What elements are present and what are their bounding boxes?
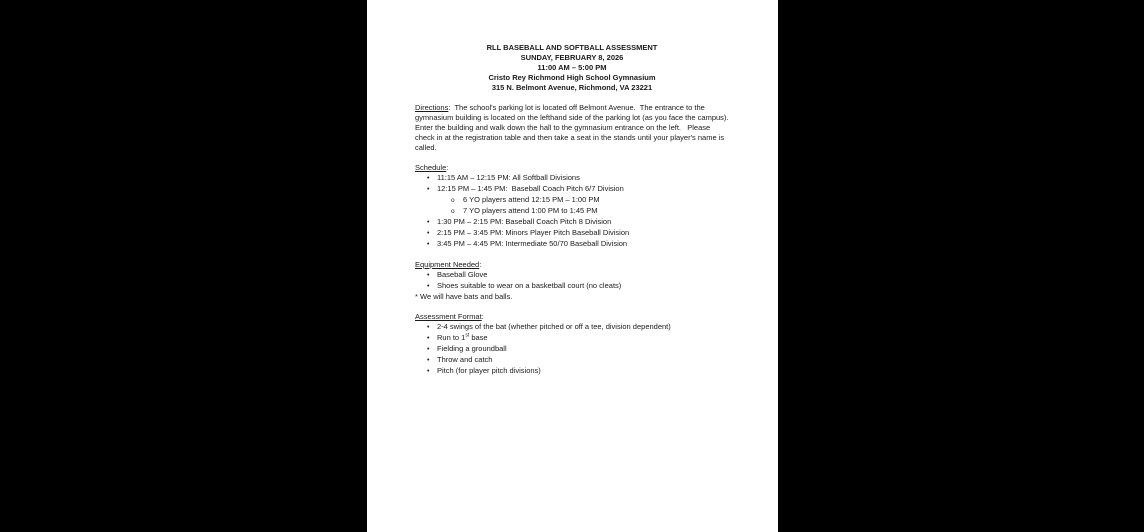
bullet-icon: • bbox=[427, 241, 430, 248]
directions-heading: Directions bbox=[415, 103, 449, 112]
schedule-subitem bbox=[415, 206, 729, 217]
document-content bbox=[367, 0, 778, 377]
schedule-subitem bbox=[415, 195, 729, 206]
equipment-list bbox=[415, 270, 729, 292]
directions-colon: : bbox=[448, 103, 451, 112]
assessment-colon: : bbox=[481, 312, 484, 321]
equipment-item bbox=[415, 281, 729, 292]
bullet-icon: • bbox=[427, 357, 430, 364]
schedule-heading: Schedule bbox=[415, 163, 447, 172]
doc-title-line: 11:00 AM – 5:00 PM bbox=[537, 63, 607, 72]
doc-title-line: Cristo Rey Richmond High School Gymnasium bbox=[488, 73, 656, 82]
directions-text: The school's parking lot is located off Belmont Avenue. The entrance to the gymnasium building is located on the lefthand side of the parking lot (as you face the campus). Enter the building and walk down the hall to the gymnasium entrance on the left. Please check in at the registration table and then take a seat in the stands until your player's name is called. bbox=[415, 103, 733, 152]
doc-title-line: 315 N. Belmont Avenue, Richmond, VA 23221 bbox=[491, 83, 653, 92]
assessment-item-text: Run to 1st base bbox=[437, 332, 488, 342]
sub-bullet-icon: o bbox=[451, 208, 455, 215]
assessment-item bbox=[415, 344, 729, 355]
assessment-heading: Assessment Format bbox=[415, 312, 482, 321]
assessment-item bbox=[415, 322, 729, 333]
equipment-heading-line bbox=[415, 260, 729, 270]
directions-paragraph bbox=[415, 103, 733, 153]
equipment-colon: : bbox=[479, 260, 482, 269]
equipment-section bbox=[415, 260, 729, 302]
schedule-item-text: 3:45 PM – 4:45 PM: Intermediate 50/70 Baseball Division bbox=[437, 239, 628, 248]
assessment-item-text: Throw and catch bbox=[437, 355, 493, 364]
assessment-item bbox=[415, 366, 729, 377]
bullet-icon: • bbox=[427, 324, 430, 331]
bullet-icon: • bbox=[427, 272, 430, 279]
document-page bbox=[367, 0, 778, 532]
schedule-colon: : bbox=[446, 163, 449, 172]
bullet-icon: • bbox=[427, 186, 430, 193]
schedule-list bbox=[415, 173, 729, 250]
schedule-heading-line bbox=[415, 163, 729, 173]
bullet-icon: • bbox=[427, 335, 430, 342]
assessment-item-text: Pitch (for player pitch divisions) bbox=[437, 366, 541, 375]
schedule-subitem-text: 7 YO players attend 1:00 PM to 1:45 PM bbox=[463, 206, 598, 215]
schedule-item-text: 1:30 PM – 2:15 PM: Baseball Coach Pitch 8 Division bbox=[437, 217, 612, 226]
schedule-item bbox=[415, 184, 729, 195]
doc-title-line: SUNDAY, FEBRUARY 8, 2026 bbox=[520, 53, 624, 62]
schedule-item bbox=[415, 173, 729, 184]
equipment-heading: Equipment Needed bbox=[415, 260, 480, 269]
assessment-item-text: 2-4 swings of the bat (whether pitched or off a tee, division dependent) bbox=[437, 322, 671, 331]
equipment-item bbox=[415, 270, 729, 281]
schedule-subitem-text: 6 YO players attend 12:15 PM – 1:00 PM bbox=[463, 195, 600, 204]
schedule-item-text: 12:15 PM – 1:45 PM: Baseball Coach Pitch 6/7 Division bbox=[437, 184, 624, 193]
assessment-list bbox=[415, 322, 729, 377]
sub-bullet-icon: o bbox=[451, 197, 455, 204]
schedule-item bbox=[415, 217, 729, 228]
doc-title-block bbox=[415, 43, 729, 93]
bullet-icon: • bbox=[427, 175, 430, 182]
schedule-item-text: 11:15 AM – 12:15 PM: All Softball Divisions bbox=[437, 173, 580, 182]
assessment-item bbox=[415, 333, 729, 344]
schedule-item bbox=[415, 228, 729, 239]
bullet-icon: • bbox=[427, 368, 430, 375]
equipment-item-text: Shoes suitable to wear on a basketball court (no cleats) bbox=[437, 281, 622, 290]
bullet-icon: • bbox=[427, 283, 430, 290]
assessment-section bbox=[415, 312, 729, 377]
schedule-item-text: 2:15 PM – 3:45 PM: Minors Player Pitch Baseball Division bbox=[437, 228, 630, 237]
bullet-icon: • bbox=[427, 346, 430, 353]
equipment-note: * We will have bats and balls. bbox=[415, 292, 513, 301]
equipment-item-text: Baseball Glove bbox=[437, 270, 488, 279]
schedule-item bbox=[415, 239, 729, 250]
assessment-item-text: Fielding a groundball bbox=[437, 344, 507, 353]
schedule-section bbox=[415, 163, 729, 250]
bullet-icon: • bbox=[427, 230, 430, 237]
assessment-heading-line bbox=[415, 312, 729, 322]
assessment-item bbox=[415, 355, 729, 366]
bullet-icon: • bbox=[427, 219, 430, 226]
doc-title-line: RLL BASEBALL AND SOFTBALL ASSESSMENT bbox=[486, 43, 658, 52]
